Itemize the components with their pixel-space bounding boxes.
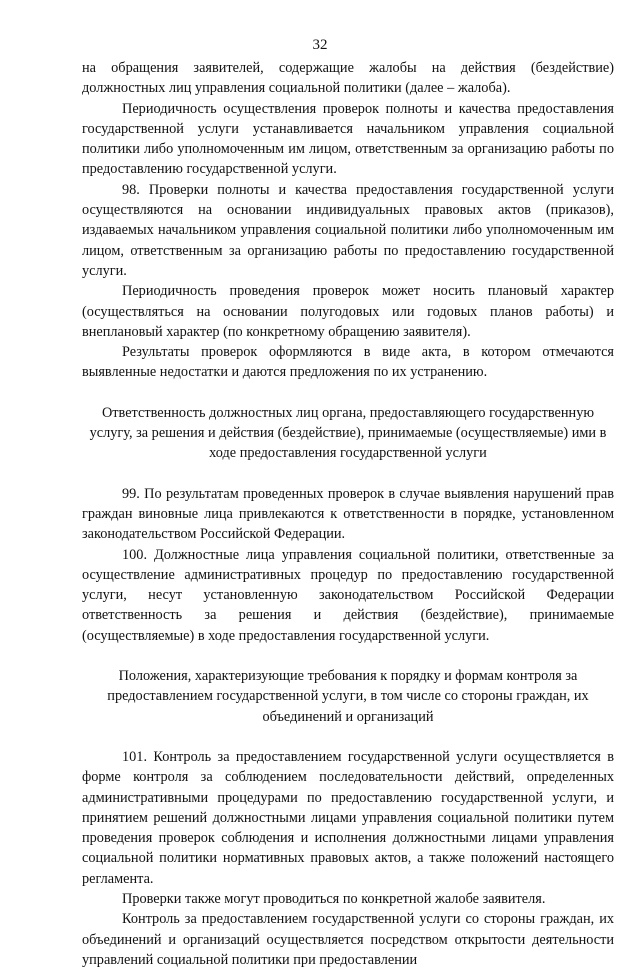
body-paragraph: 100. Должностные лица управления социальной политики, ответственные за осуществление административных процедур по предоставлению государственной услуги, несут установленную законодательством Российской Федерации ответственность за решения и действия (бездействие), принимаемые (осуществляемые) в ходе предоставления государственной услуги.	[82, 546, 614, 644]
body-paragraph: Периодичность осуществления проверок полноты и качества предоставления государственной услуги устанавливается начальником управления социальной политики либо уполномоченным им лицом, ответственным за организацию работы по предоставлению государственной услуги.	[82, 100, 614, 178]
body-paragraph: Контроль за предоставлением государственной услуги со стороны граждан, их объединений и организаций осуществляется посредством открытости деятельности управлений социальной политики при предоставлении	[82, 911, 614, 968]
body-paragraph: Проверки также могут проводиться по конкретной жалобе заявителя.	[122, 890, 546, 907]
body-paragraph: 99. По результатам проведенных проверок в случае выявления нарушений прав граждан виновные лица привлекаются к ответственности в порядке, установленном законодательством Российской Федерации.	[82, 485, 614, 543]
section-heading: Ответственность должностных лиц органа, предоставляющего государственную услугу, за решения и действия (бездействие), принимаемые (осуществляемые) ими в ходе предоставления государственной услуги	[89, 404, 607, 462]
section-heading: Положения, характеризующие требования к порядку и формам контроля за предоставлением государственной услуги, в том числе со стороны граждан, их объединений и организаций	[107, 668, 589, 725]
body-paragraph: на обращения заявителей, содержащие жалобы на действия (бездействие) должностных лиц управления социальной политики (далее – жалоба).	[82, 60, 614, 97]
body-paragraph: 98. Проверки полноты и качества предоставления государственной услуги осуществляются на основании индивидуальных правовых актов (приказов), издаваемых начальником управления социальной политики либо уполномоченным им лицом, ответственным за организацию работы по предоставлению государственной услуги.	[82, 181, 614, 279]
body-paragraph: Периодичность проведения проверок может носить плановый характер (осуществляться на основании полугодовых или годовых планов работы) и внеплановый характер (по конкретному обращению заявителя).	[82, 283, 614, 340]
document-body	[82, 58, 614, 970]
page-number: 32	[312, 37, 328, 53]
body-paragraph: Результаты проверок оформляются в виде акта, в котором отмечаются выявленные недостатки и даются предложения по их устранению.	[82, 344, 614, 381]
body-paragraph: 101. Контроль за предоставлением государственной услуги осуществляется в форме контроля за соблюдением последовательности действий, определенных административными процедурами по предоставлению государственной услуги, и принятием решений должностными лицами управления социальной политики путем проведения проверок соблюдения и исполнения должностными лицами управления социальной политики нормативных правовых актов, а также положений настоящего регламента.	[82, 748, 614, 887]
